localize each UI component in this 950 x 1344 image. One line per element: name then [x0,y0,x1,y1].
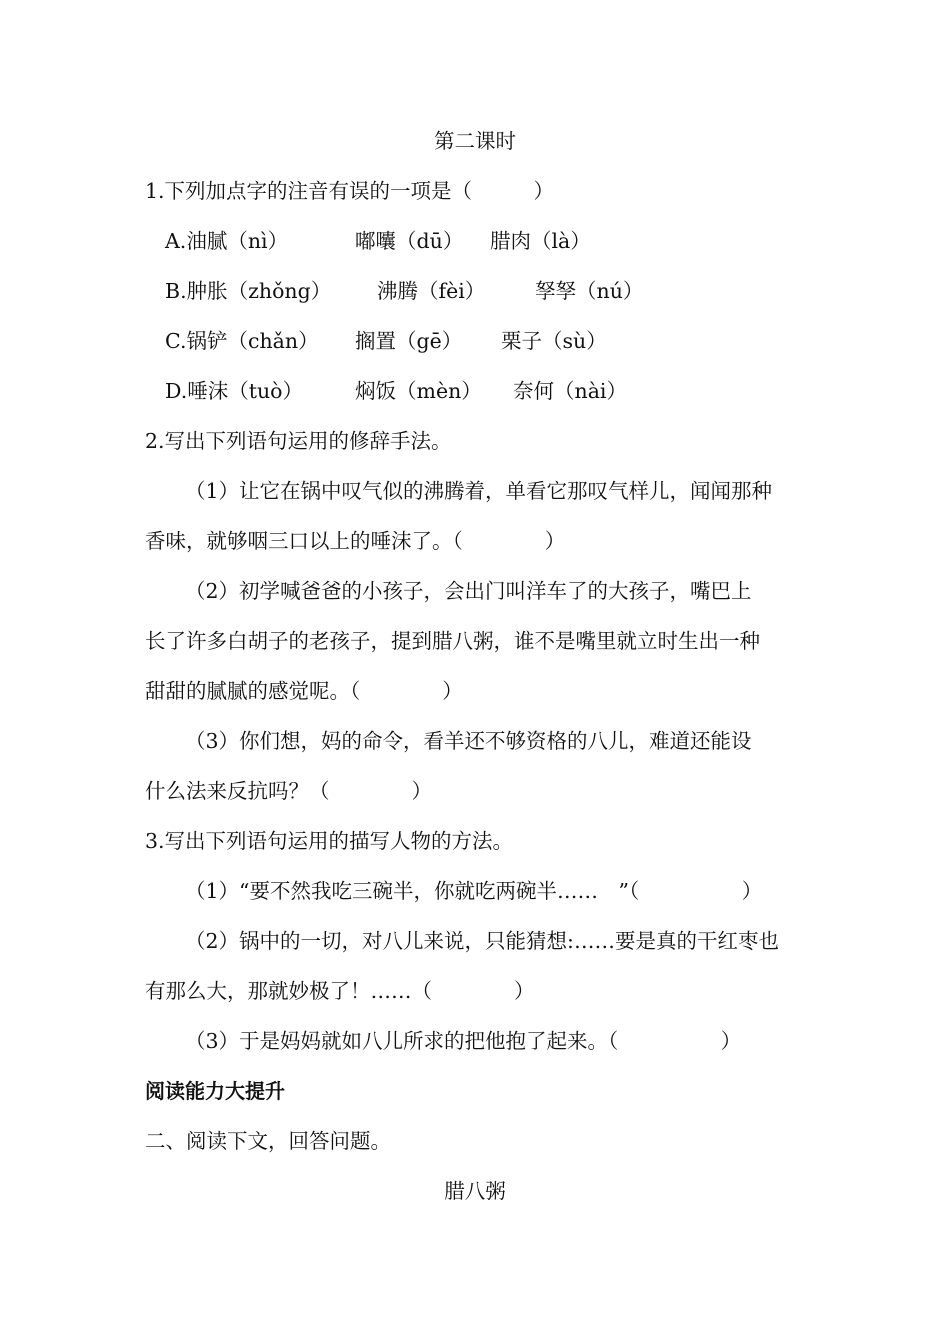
option-a-item-1: A.油腻（nì） [165,229,289,253]
question-2-line-5: 甜甜的腻腻的感觉呢。（ ） [145,679,463,703]
question-1-option-a [165,226,830,256]
lesson-title: 第二课时 [434,129,516,153]
question-1-option-b [165,276,830,306]
option-d-item-3: 奈何（nài） [513,379,627,403]
option-c-item-1: C.锅铲（chǎn） [165,329,319,353]
option-d-item-2: 焖饭（mèn） [355,379,482,403]
option-b-item-1: B.肿胀（zhǒng） [165,279,332,303]
question-3-line-3: 有那么大，那就妙极了！……（ ） [145,979,535,1003]
option-a-item-3: 腊肉（là） [490,229,591,253]
option-b-item-2: 沸腾（fèi） [377,279,486,303]
option-c-item-3: 栗子（sù） [501,329,607,353]
question-3-stem: 3.写出下列语句运用的描写人物的方法。 [145,829,514,853]
option-d-item-1: D.唾沫（tuò） [165,379,304,403]
option-c-item-2: 搁置（gē） [355,329,463,353]
option-a-item-2: 嘟囔（dū） [355,229,464,253]
question-3-line-2: （2）锅中的一切，对八儿来说，只能猜想:……要是真的干红枣也 [185,929,779,953]
question-2-line-3: （2）初学喊爸爸的小孩子，会出门叫洋车了的大孩子，嘴巴上 [185,579,752,603]
section-heading: 阅读能力大提升 [145,1079,285,1103]
question-1-stem: 1.下列加点字的注音有误的一项是（ ） [145,179,555,203]
question-2-line-2: 香味，就够咽三口以上的唾沫了。（ ） [145,529,566,553]
question-2-line-4: 长了许多白胡子的老孩子，提到腊八粥，谁不是嘴里就立时生出一种 [145,629,760,653]
passage-title: 腊八粥 [444,1179,506,1203]
question-2-line-1: （1）让它在锅中叹气似的沸腾着，单看它那叹气样儿，闻闻那种 [185,479,773,503]
question-3-line-1: （1）“要不然我吃三碗半，你就吃两碗半…… ”（ ） [185,879,763,903]
question-2-line-7: 什么法来反抗吗？（ ） [145,779,432,803]
question-2-stem: 2.写出下列语句运用的修辞手法。 [145,429,452,453]
part-2-instruction: 二、阅读下文，回答问题。 [145,1129,391,1153]
question-1-option-d [165,376,830,406]
option-b-item-3: 孥孥（nú） [535,279,644,303]
question-2-line-6: （3）你们想，妈的命令，看羊还不够资格的八儿，难道还能设 [185,729,752,753]
question-1-option-c [165,326,830,356]
question-3-line-4: （3）于是妈妈就如八儿所求的把他抱了起来。（ ） [185,1029,742,1053]
